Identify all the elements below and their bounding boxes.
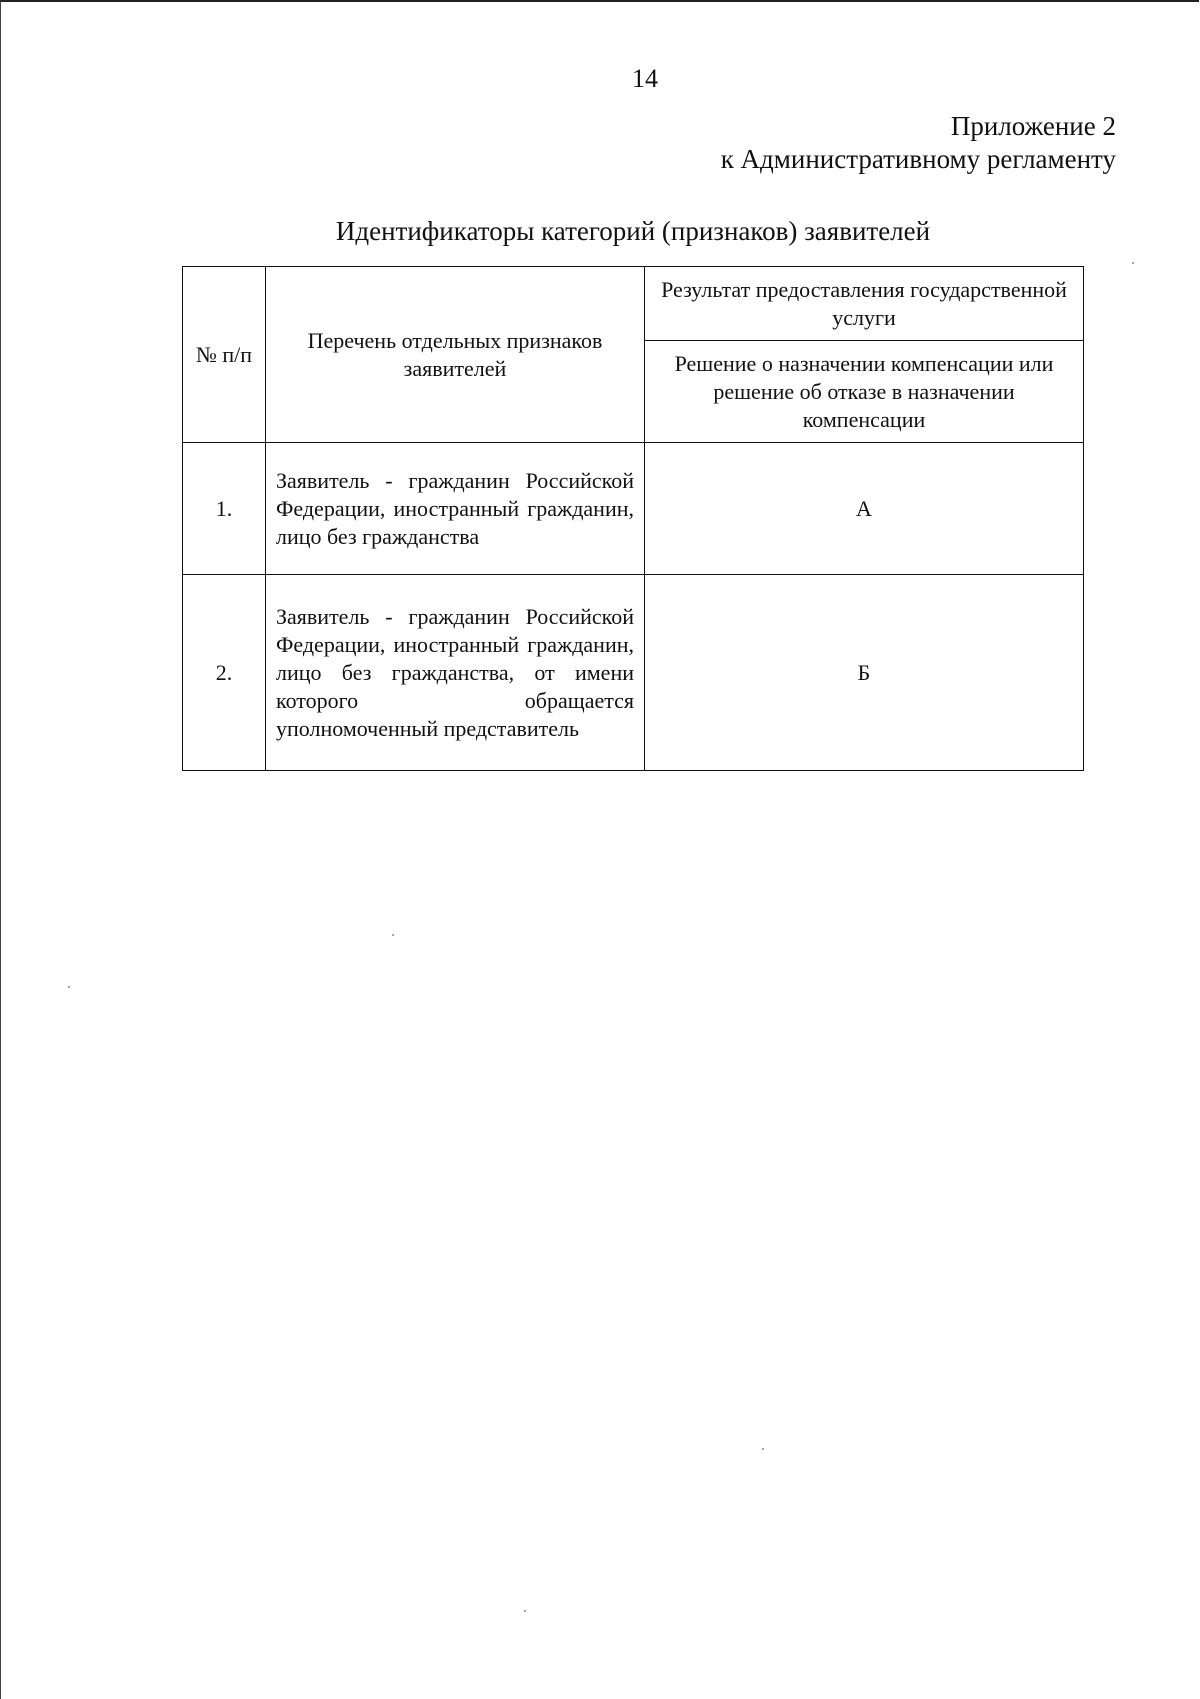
row-result: Б bbox=[645, 575, 1084, 771]
scan-speck bbox=[392, 934, 394, 936]
row-num: 2. bbox=[183, 575, 266, 771]
appendix-line-1: Приложение 2 bbox=[950, 111, 1116, 141]
scan-speck bbox=[762, 1448, 764, 1450]
identifiers-table bbox=[182, 266, 1084, 771]
table-header-row bbox=[183, 267, 1084, 341]
scan-speck bbox=[1132, 262, 1134, 264]
row-result: А bbox=[645, 443, 1084, 575]
row-features: Заявитель - гражданин Российской Федерации, иностранный гражданин, лицо без гражданства bbox=[266, 443, 645, 575]
scan-speck bbox=[524, 1610, 526, 1612]
row-features: Заявитель - гражданин Российской Федерации, иностранный гражданин, лицо без гражданства, от имени которого обращается уполномоченный представитель bbox=[266, 575, 645, 771]
table-title: Идентификаторы категорий (признаков) заявителей bbox=[335, 216, 931, 246]
appendix-caption bbox=[721, 110, 1116, 176]
scan-speck bbox=[68, 986, 70, 988]
appendix-line-2: к Административному регламенту bbox=[720, 144, 1116, 174]
row-num: 1. bbox=[183, 443, 266, 575]
table-row bbox=[183, 575, 1084, 771]
header-result-group: Результат предоставления государственной услуги bbox=[645, 267, 1084, 341]
table-row bbox=[183, 443, 1084, 575]
header-result-sub: Решение о назначении компенсации или решение об отказе в назначении компенсации bbox=[645, 341, 1084, 443]
header-num: № п/п bbox=[183, 267, 266, 443]
header-features: Перечень отдельных признаков заявителей bbox=[266, 267, 645, 443]
page-number: 14 bbox=[632, 64, 658, 93]
